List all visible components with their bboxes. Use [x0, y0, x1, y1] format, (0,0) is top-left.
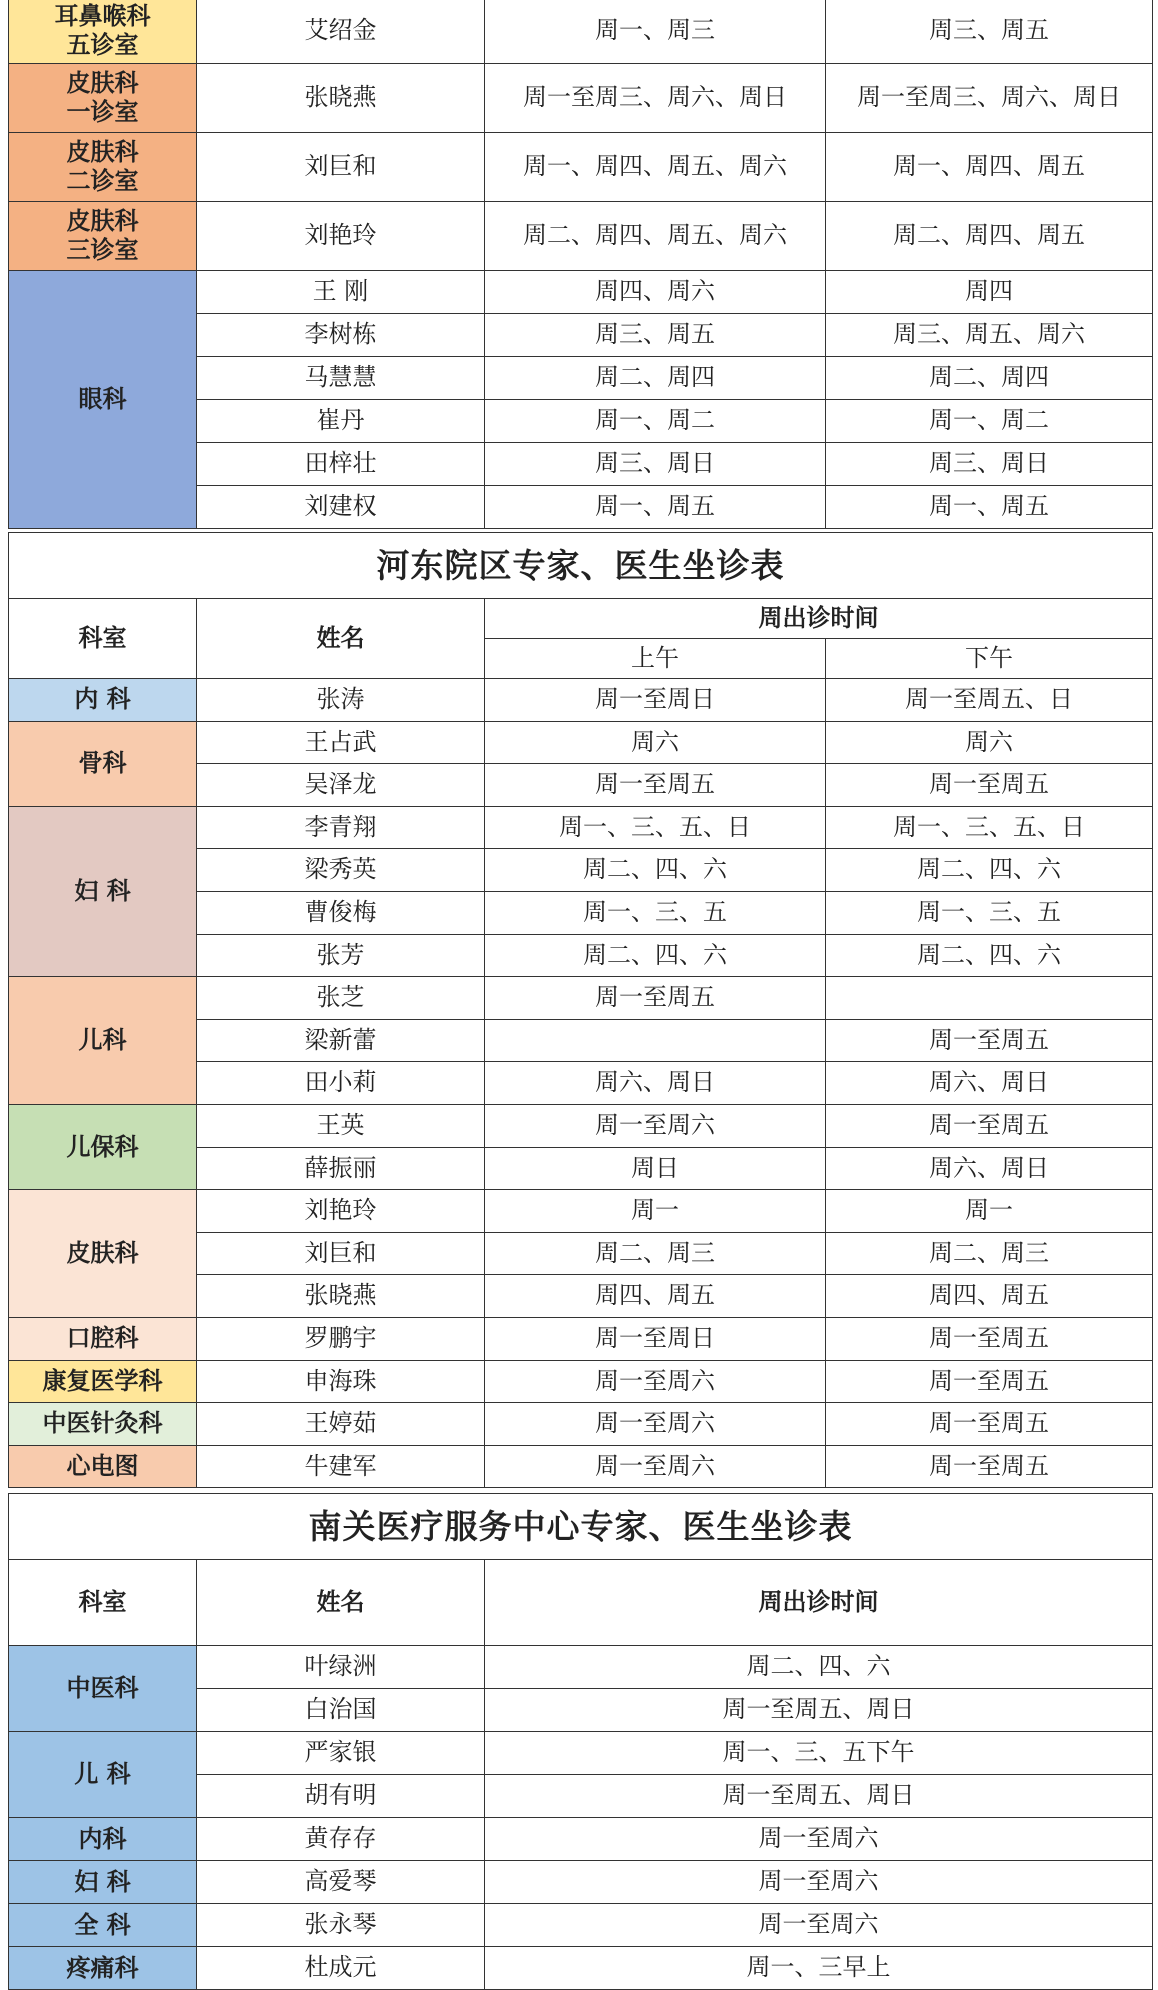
table-row: [9, 202, 1153, 271]
header-row: [9, 599, 1153, 639]
doctor-name: 艾绍金: [197, 0, 485, 64]
am-schedule: 周一至周三、周六、周日: [485, 64, 826, 133]
doctor-name: 梁秀英: [197, 849, 485, 892]
doctor-name: 张晓燕: [197, 64, 485, 133]
table-row: [9, 1360, 1153, 1403]
dept-cell: 儿保科: [9, 1104, 197, 1189]
am-schedule: 周三、周日: [485, 443, 826, 486]
table-title-row: [9, 1494, 1153, 1560]
pm-schedule: 周一至周五: [826, 1445, 1153, 1488]
clinic-schedule: 周一至周五、周日: [485, 1689, 1153, 1732]
pm-schedule: 周三、周日: [826, 443, 1153, 486]
doctor-name: 刘巨和: [197, 133, 485, 202]
pm-schedule: 周一至周三、周六、周日: [826, 64, 1153, 133]
am-schedule: 周一、周三: [485, 0, 826, 64]
am-schedule: 周一、周四、周五、周六: [485, 133, 826, 202]
am-schedule: 周二、四、六: [485, 934, 826, 977]
doctor-name: 梁新蕾: [197, 1019, 485, 1062]
doctor-name: 申海珠: [197, 1360, 485, 1403]
pm-schedule: 周一至周五: [826, 764, 1153, 807]
pm-schedule: 周二、四、六: [826, 934, 1153, 977]
pm-schedule: 周一、三、五、日: [826, 806, 1153, 849]
dept-cell: 骨科: [9, 721, 197, 806]
dept-cell: 康复医学科: [9, 1360, 197, 1403]
table-row: [9, 806, 1153, 849]
am-schedule: 周日: [485, 1147, 826, 1190]
hedong-schedule-table: [8, 532, 1153, 1488]
doctor-name: 田梓壮: [197, 443, 485, 486]
am-schedule: 周四、周五: [485, 1275, 826, 1318]
am-schedule: 周六: [485, 721, 826, 764]
clinic-schedule: 周一、三早上: [485, 1947, 1153, 1990]
doctor-name: 张永琴: [197, 1904, 485, 1947]
dept-cell: 妇 科: [9, 806, 197, 976]
pm-schedule: 周一: [826, 1190, 1153, 1233]
doctor-name: 张涛: [197, 679, 485, 722]
dept-cell: 皮肤科 二诊室: [9, 133, 197, 202]
table-row: [9, 1861, 1153, 1904]
am-schedule: 周一至周六: [485, 1445, 826, 1488]
am-schedule: 周二、四、六: [485, 849, 826, 892]
pm-schedule: 周三、周五: [826, 0, 1153, 64]
schedule-table-continued: [8, 0, 1153, 529]
doctor-name: 王婷茹: [197, 1403, 485, 1446]
doctor-name: 张芝: [197, 977, 485, 1020]
pm-schedule: 周一至周五: [826, 1104, 1153, 1147]
clinic-schedule: 周一至周六: [485, 1818, 1153, 1861]
pm-schedule: 周四、周五: [826, 1275, 1153, 1318]
doctor-name: 曹俊梅: [197, 891, 485, 934]
clinic-schedule: 周一至周六: [485, 1861, 1153, 1904]
table-row: [9, 133, 1153, 202]
pm-schedule: 周一至周五: [826, 1403, 1153, 1446]
pm-schedule: 周一、周二: [826, 400, 1153, 443]
pm-schedule: 周三、周五、周六: [826, 314, 1153, 357]
am-schedule: 周一至周六: [485, 1360, 826, 1403]
table-row: [9, 0, 1153, 64]
table-row: [9, 64, 1153, 133]
am-schedule: 周一、周二: [485, 400, 826, 443]
table-title-row: [9, 533, 1153, 599]
doctor-name: 王英: [197, 1104, 485, 1147]
pm-schedule: 周二、周四: [826, 357, 1153, 400]
dept-cell: 口腔科: [9, 1317, 197, 1360]
pm-schedule: 周二、周四、周五: [826, 202, 1153, 271]
am-schedule: 周六、周日: [485, 1062, 826, 1105]
pm-schedule: 周四: [826, 271, 1153, 314]
am-schedule: [485, 1019, 826, 1062]
dept-cell: 皮肤科 三诊室: [9, 202, 197, 271]
pm-schedule: 周一至周五: [826, 1360, 1153, 1403]
table-row: [9, 271, 1153, 314]
table-row: [9, 1904, 1153, 1947]
dept-cell: 儿 科: [9, 1732, 197, 1818]
clinic-schedule: 周一至周六: [485, 1904, 1153, 1947]
doctor-name: 刘艳玲: [197, 1190, 485, 1233]
doctor-name: 刘建权: [197, 486, 485, 529]
doctor-name: 刘巨和: [197, 1232, 485, 1275]
clinic-schedule: 周二、四、六: [485, 1646, 1153, 1689]
header-dept: 科室: [9, 599, 197, 679]
section-title: 南关医疗服务中心专家、医生坐诊表: [9, 1494, 1153, 1560]
pm-schedule: 周一至周五: [826, 1019, 1153, 1062]
header-time: 周出诊时间: [485, 599, 1153, 639]
doctor-name: 王 刚: [197, 271, 485, 314]
doctor-name: 张晓燕: [197, 1275, 485, 1318]
section-title: 河东院区专家、医生坐诊表: [9, 533, 1153, 599]
doctor-name: 叶绿洲: [197, 1646, 485, 1689]
doctor-name: 杜成元: [197, 1947, 485, 1990]
table-row: [9, 1403, 1153, 1446]
pm-schedule: 周一至周五: [826, 1317, 1153, 1360]
doctor-name: 吴泽龙: [197, 764, 485, 807]
am-schedule: 周一至周五: [485, 764, 826, 807]
doctor-name: 白治国: [197, 1689, 485, 1732]
am-schedule: 周二、周四、周五、周六: [485, 202, 826, 271]
doctor-name: 王占武: [197, 721, 485, 764]
am-schedule: 周三、周五: [485, 314, 826, 357]
am-schedule: 周四、周六: [485, 271, 826, 314]
am-schedule: 周一至周日: [485, 1317, 826, 1360]
am-schedule: 周二、周三: [485, 1232, 826, 1275]
dept-cell: 中医科: [9, 1646, 197, 1732]
doctor-name: 刘艳玲: [197, 202, 485, 271]
pm-schedule: [826, 977, 1153, 1020]
am-schedule: 周一至周日: [485, 679, 826, 722]
pm-schedule: 周六、周日: [826, 1147, 1153, 1190]
dept-cell: 耳鼻喉科 五诊室: [9, 0, 197, 64]
doctor-name: 张芳: [197, 934, 485, 977]
dept-cell: 皮肤科 一诊室: [9, 64, 197, 133]
dept-cell: 心电图: [9, 1445, 197, 1488]
dept-cell: 皮肤科: [9, 1190, 197, 1318]
table-row: [9, 721, 1153, 764]
table-row: [9, 1646, 1153, 1689]
dept-cell: 全 科: [9, 1904, 197, 1947]
table-row: [9, 1732, 1153, 1775]
table-row: [9, 1190, 1153, 1233]
pm-schedule: 周六、周日: [826, 1062, 1153, 1105]
header-name: 姓名: [197, 599, 485, 679]
header-row: [9, 1560, 1153, 1646]
header-dept: 科室: [9, 1560, 197, 1646]
pm-schedule: 周二、周三: [826, 1232, 1153, 1275]
table-row: [9, 977, 1153, 1020]
am-schedule: 周一至周六: [485, 1104, 826, 1147]
header-name: 姓名: [197, 1560, 485, 1646]
am-schedule: 周一、三、五、日: [485, 806, 826, 849]
pm-schedule: 周一至周五、日: [826, 679, 1153, 722]
table-row: [9, 1445, 1153, 1488]
am-schedule: 周一、周五: [485, 486, 826, 529]
table-row: [9, 1818, 1153, 1861]
clinic-schedule: 周一至周五、周日: [485, 1775, 1153, 1818]
header-am: 上午: [485, 639, 826, 679]
header-pm: 下午: [826, 639, 1153, 679]
doctor-name: 胡有明: [197, 1775, 485, 1818]
am-schedule: 周一: [485, 1190, 826, 1233]
nanguan-schedule-table: [8, 1493, 1153, 1990]
dept-cell: 内科: [9, 1818, 197, 1861]
doctor-name: 崔丹: [197, 400, 485, 443]
am-schedule: 周一至周五: [485, 977, 826, 1020]
doctor-name: 严家银: [197, 1732, 485, 1775]
dept-cell: 内 科: [9, 679, 197, 722]
doctor-name: 牛建军: [197, 1445, 485, 1488]
dept-cell: 疼痛科: [9, 1947, 197, 1990]
doctor-name: 李青翔: [197, 806, 485, 849]
am-schedule: 周一、三、五: [485, 891, 826, 934]
pm-schedule: 周一、周五: [826, 486, 1153, 529]
dept-cell: 眼科: [9, 271, 197, 529]
header-time: 周出诊时间: [485, 1560, 1153, 1646]
doctor-name: 高爱琴: [197, 1861, 485, 1904]
table-row: [9, 1947, 1153, 1990]
doctor-name: 黄存存: [197, 1818, 485, 1861]
clinic-schedule: 周一、三、五下午: [485, 1732, 1153, 1775]
dept-cell: 中医针灸科: [9, 1403, 197, 1446]
am-schedule: 周一至周六: [485, 1403, 826, 1446]
doctor-name: 马慧慧: [197, 357, 485, 400]
doctor-name: 罗鹏宇: [197, 1317, 485, 1360]
doctor-name: 薛振丽: [197, 1147, 485, 1190]
dept-cell: 儿科: [9, 977, 197, 1105]
table-row: [9, 1317, 1153, 1360]
dept-cell: 妇 科: [9, 1861, 197, 1904]
doctor-name: 田小莉: [197, 1062, 485, 1105]
doctor-name: 李树栋: [197, 314, 485, 357]
pm-schedule: 周二、四、六: [826, 849, 1153, 892]
table-row: [9, 1104, 1153, 1147]
pm-schedule: 周一、周四、周五: [826, 133, 1153, 202]
pm-schedule: 周六: [826, 721, 1153, 764]
pm-schedule: 周一、三、五: [826, 891, 1153, 934]
table-row: [9, 679, 1153, 722]
am-schedule: 周二、周四: [485, 357, 826, 400]
